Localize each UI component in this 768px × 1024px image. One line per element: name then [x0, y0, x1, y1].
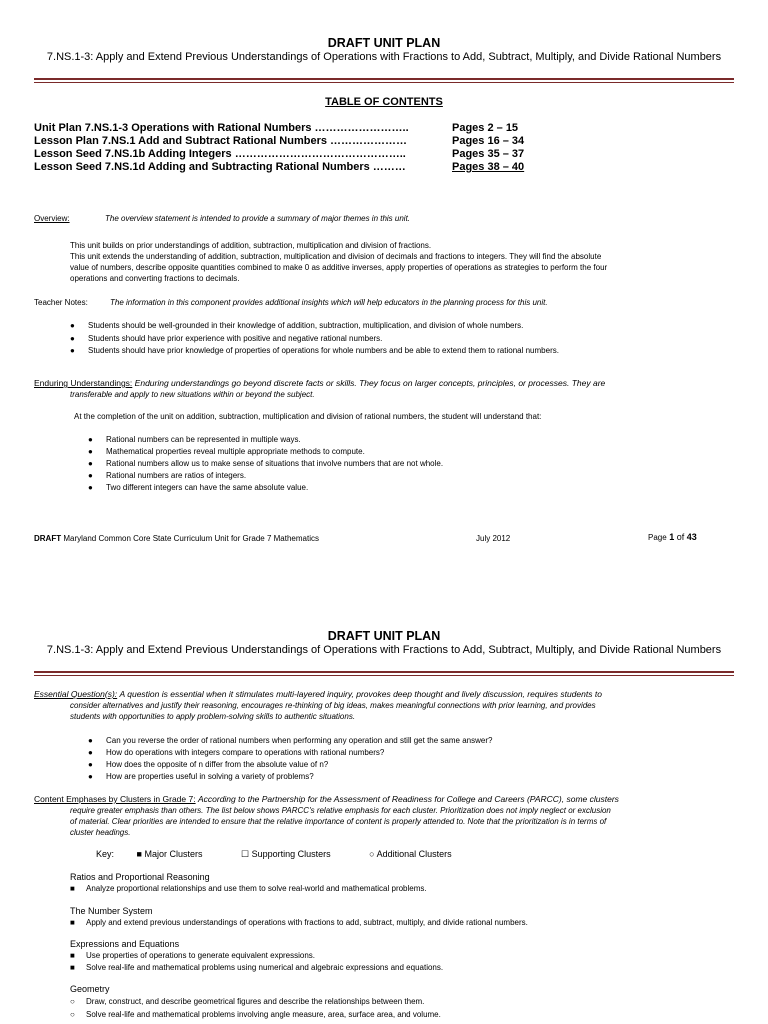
- cluster-key: [96, 849, 466, 860]
- cluster-heading: The Number System: [70, 906, 153, 916]
- toc-label: Lesson Seed 7.NS.1d Adding and Subtracting Rational Numbers ………: [34, 161, 406, 173]
- major-cluster-icon: ■: [70, 951, 75, 960]
- bullet-icon: ●: [70, 334, 75, 343]
- bullet-icon: ●: [88, 736, 93, 745]
- toc-pages: Pages 16 – 34: [452, 135, 525, 147]
- additional-cluster-icon: ○: [70, 997, 75, 1006]
- page-number: Page 1 of 43: [648, 532, 697, 542]
- overview-body-line: This unit extends the understanding of addition, subtraction, multiplication and division of decimals and fractions to integers. They will find the absolute: [70, 252, 602, 261]
- content-emphases-label: Content Emphases by Clusters in Grade 7:: [34, 794, 196, 804]
- cluster-item: ■ Apply and extend previous understandings of operations with fractions to add, subtract, multiply, and divide rational numbers.: [70, 918, 528, 927]
- teacher-notes-label: Teacher Notes:: [34, 298, 88, 307]
- essential-questions-description: A question is essential when it stimulates multi-layered inquiry, provokes deep thought and lively discussion, requires students to: [119, 689, 602, 699]
- enduring-description: Enduring understandings go beyond discrete facts or skills. They focus on larger concepts, principles, or processes. They are: [134, 378, 606, 388]
- toc-label: Lesson Seed 7.NS.1b Adding Integers ………………………………………..: [34, 148, 406, 160]
- toc-title: TABLE OF CONTENTS: [325, 96, 443, 108]
- cluster-heading: Ratios and Proportional Reasoning: [70, 872, 210, 882]
- page-subtitle: 7.NS.1-3: Apply and Extend Previous Understandings of Operations with Fractions to Add, Subtract, Multiply, and Divide Rational Numbers: [46, 644, 722, 656]
- key-major: ■ Major Clusters: [136, 849, 203, 859]
- cluster-heading: Geometry: [70, 984, 110, 994]
- key-label: Key:: [96, 849, 115, 859]
- enduring-intro: At the completion of the unit on addition, subtraction, multiplication and division of rational numbers, the student will understand that:: [74, 412, 542, 421]
- footer-draft: DRAFT: [34, 534, 62, 543]
- overview-description: The overview statement is intended to provide a summary of major themes in this unit.: [105, 214, 411, 223]
- content-emphases-description-cont: of material. Clear priorities are intended to ensure that the relative importance of content is properly attended to. Note that the prioritization is in terms of: [70, 817, 607, 826]
- overview-body-line: operations and converting fractions to decimals.: [70, 274, 240, 283]
- document-page-1: DRAFT UNIT PLAN 7.NS.1-3: Apply and Extend Previous Understandings of Operations with Fractions to Add, Subtract, Multiply, and Divide Rational Numbers TABLE OF CONTENTS Unit Plan 7.NS.1-3 Operations with Rational Numbers …………………….. Pages 2 – 15 Lesson Plan 7.NS.1 Add and Subtract Rational Numbers ………………… Pages 16 – 34 Lesson Seed 7.NS.1b Adding Integers ……………………………………….. Pages 35 – 37 Lesson Seed 7.NS.1d Adding and Subtracting Rational Numbers ……… Pages 38 – 40 Overview: The overview statement is intended to provide a summary of major themes in this unit. This unit builds on prior understandings of addition, subtraction, multiplication and division of fractions. This unit extends the understanding of addition, subtraction, multiplication and division of decimals and fractions to integers. They will find the absolute value of numbers, describe opposite quantities combined to make 0 as additive inverses, apply properties of operations as strategies to perform the four operations and converting fractions to decimals. Teacher Notes: The information in this component provides additional insights which will help educators in the planning process for this unit. ● Students should be well-grounded in their knowledge of addition, subtraction, multiplication, and division of whole numbers. ● Students should have prior experience with positive and negative rational numbers. ● Students should have prior knowledge of properties of operations for whole numbers and be able to extend them to rational numbers. Enduring Understandings: Enduring understandings go beyond discrete facts or skills. They focus on larger concepts, principles, or processes. They are transferable and apply to new situations within or beyond the subject. At the completion of the unit on addition, subtraction, multiplication and division of rational numbers, the student will understand that: ● Rational numbers can be represented in multiple ways. ● Mathematical properties reveal multiple appropriate methods to compute. ● Rational numbers allow us to make sense of situations that involve numbers that are not whole. ● Rational numbers are ratios of integers. ● Two different integers can have the same absolute value. DRAFT Maryland Common Core State Curriculum Unit for Grade 7 Mathematics July 2012 Page 1 of 43: [0, 0, 768, 570]
- enduring-description-cont: transferable and apply to new situations within or beyond the subject.: [70, 390, 315, 399]
- overview-body-line: value of numbers, describe opposite quantities combined to make 0 as additive inverses, apply properties of operations as strategies to perform the four: [70, 263, 608, 272]
- essential-questions-header: [34, 689, 602, 699]
- header-rule: [34, 671, 734, 673]
- bullet-icon: ●: [88, 748, 93, 757]
- content-emphases-header: [34, 794, 619, 804]
- overview-label: Overview:: [34, 214, 70, 223]
- enduring-understandings-header: [34, 378, 605, 388]
- content-emphases-description-cont: cluster headings.: [70, 828, 131, 837]
- cluster-item: ■ Analyze proportional relationships and use them to solve real-world and mathematical problems.: [70, 884, 427, 893]
- cluster-item: ○ Draw, construct, and describe geometrical figures and describe the relationships between them.: [70, 997, 425, 1006]
- cluster-heading: Expressions and Equations: [70, 939, 180, 949]
- key-supporting: ☐ Supporting Clusters: [241, 849, 331, 859]
- footer-title: [34, 534, 319, 543]
- key-additional: ○ Additional Clusters: [369, 849, 452, 859]
- major-cluster-icon: ■: [70, 963, 75, 972]
- additional-cluster-icon: ○: [70, 1010, 75, 1019]
- overview-body-line: This unit builds on prior understandings of addition, subtraction, multiplication and division of fractions.: [70, 241, 432, 250]
- toc-label: Unit Plan 7.NS.1-3 Operations with Rational Numbers ……………………..: [34, 122, 409, 134]
- bullet-icon: ●: [88, 772, 93, 781]
- footer-doc-title: Maryland Common Core State Curriculum Unit for Grade 7 Mathematics: [63, 534, 319, 543]
- content-emphases-description-cont: require greater emphasis than others. The list below shows PARCC's relative emphasis for each cluster. Prioritization does not imply neglect or exclusion: [70, 806, 611, 815]
- enduring-label: Enduring Understandings:: [34, 378, 133, 388]
- footer-date: July 2012: [476, 534, 511, 543]
- toc-pages: Pages 2 – 15: [452, 122, 519, 134]
- essential-questions-description-cont: students with opportunities to apply problem-solving skills to authentic situations.: [70, 712, 356, 721]
- page-title: DRAFT UNIT PLAN: [327, 36, 441, 50]
- toc-pages: Pages 38 – 40: [452, 161, 525, 173]
- bullet-icon: ●: [88, 459, 93, 468]
- bullet-icon: ●: [70, 346, 75, 355]
- header-rule-thin: [34, 82, 734, 83]
- bullet-icon: ●: [88, 471, 93, 480]
- page-subtitle: 7.NS.1-3: Apply and Extend Previous Understandings of Operations with Fractions to Add, Subtract, Multiply, and Divide Rational Numbers: [46, 51, 722, 63]
- header-rule-thin: [34, 675, 734, 676]
- bullet-icon: ●: [88, 447, 93, 456]
- page-title: DRAFT UNIT PLAN: [327, 629, 441, 643]
- cluster-item: ■ Solve real-life and mathematical problems using numerical and algebraic expressions and equations.: [70, 963, 444, 972]
- content-emphases-description: According to the Partnership for the Assessment of Readiness for College and Careers (PARCC), some clusters: [197, 794, 619, 804]
- bullet-icon: ●: [88, 435, 93, 444]
- bullet-icon: ●: [70, 321, 75, 330]
- bullet-icon: ●: [88, 483, 93, 492]
- cluster-item: ○ Solve real-life and mathematical problems involving angle measure, area, surface area, and volume.: [70, 1010, 441, 1019]
- major-cluster-icon: ■: [70, 918, 75, 927]
- cluster-item: ■ Use properties of operations to generate equivalent expressions.: [70, 951, 316, 960]
- major-cluster-icon: ■: [70, 884, 75, 893]
- toc-label: Lesson Plan 7.NS.1 Add and Subtract Rational Numbers …………………: [34, 135, 408, 147]
- teacher-notes-description: The information in this component provides additional insights which will help educators in the planning process for this unit.: [110, 298, 548, 307]
- toc-pages: Pages 35 – 37: [452, 148, 525, 160]
- header-rule: [34, 78, 734, 80]
- essential-questions-label: Essential Question(s):: [34, 689, 118, 699]
- essential-questions-description-cont: consider alternatives and justify their reasoning, encourages re-thinking of big ideas, makes meaningful connections with prior learning, and provides: [70, 701, 596, 710]
- bullet-icon: ●: [88, 760, 93, 769]
